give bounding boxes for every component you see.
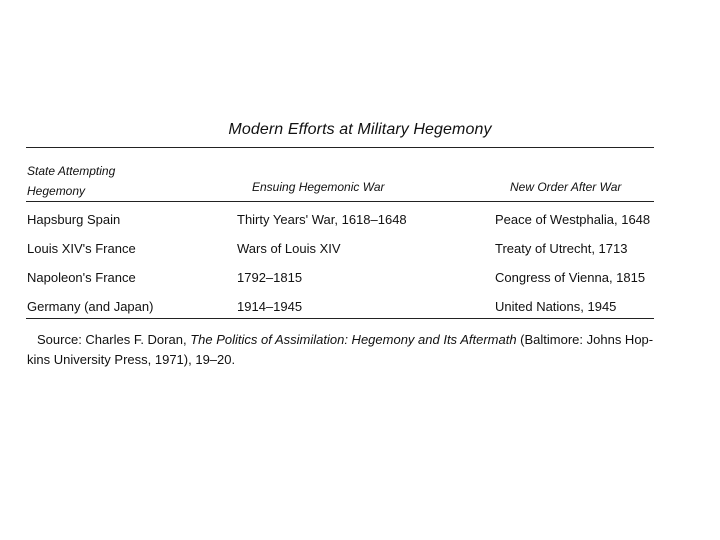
cell-state: Hapsburg Spain — [27, 212, 121, 227]
source-note — [27, 330, 655, 370]
cell-order: Peace of Westphalia, 1648 — [495, 212, 651, 227]
header-order: New Order After War — [510, 180, 622, 194]
cell-order: Congress of Vienna, 1815 — [495, 270, 646, 285]
header-state-line1: State Attempting — [27, 164, 116, 178]
top-divider — [26, 147, 654, 148]
cell-war: 1792–1815 — [237, 270, 303, 285]
bottom-divider — [26, 318, 654, 319]
cell-war: 1914–1945 — [237, 299, 303, 314]
cell-state: Germany (and Japan) — [27, 299, 154, 314]
cell-war: Thirty Years' War, 1618–1648 — [237, 212, 407, 227]
table-row — [27, 237, 657, 266]
source-prefix: Source: Charles F. Doran, — [37, 332, 187, 347]
table-row — [27, 208, 657, 237]
source-suffix: (Baltimore: Johns Hop-kins University Press, 1971), 19–20. — [27, 332, 654, 367]
cell-war: Wars of Louis XIV — [237, 241, 341, 256]
header-war: Ensuing Hegemonic War — [252, 180, 385, 194]
cell-state: Louis XIV's France — [27, 241, 136, 256]
header-state-line2: Hegemony — [27, 184, 86, 198]
header-divider — [26, 201, 654, 202]
table-row — [27, 266, 657, 295]
cell-order: United Nations, 1945 — [495, 299, 617, 314]
table-title: Modern Efforts at Military Hegemony — [228, 121, 492, 138]
cell-order: Treaty of Utrecht, 1713 — [495, 241, 628, 256]
table-body — [27, 208, 657, 324]
header-state — [27, 161, 115, 201]
cell-state: Napoleon's France — [27, 270, 136, 285]
source-book-title: The Politics of Assimilation: Hegemony and Its Aftermath — [190, 332, 517, 347]
table-row — [27, 295, 657, 324]
